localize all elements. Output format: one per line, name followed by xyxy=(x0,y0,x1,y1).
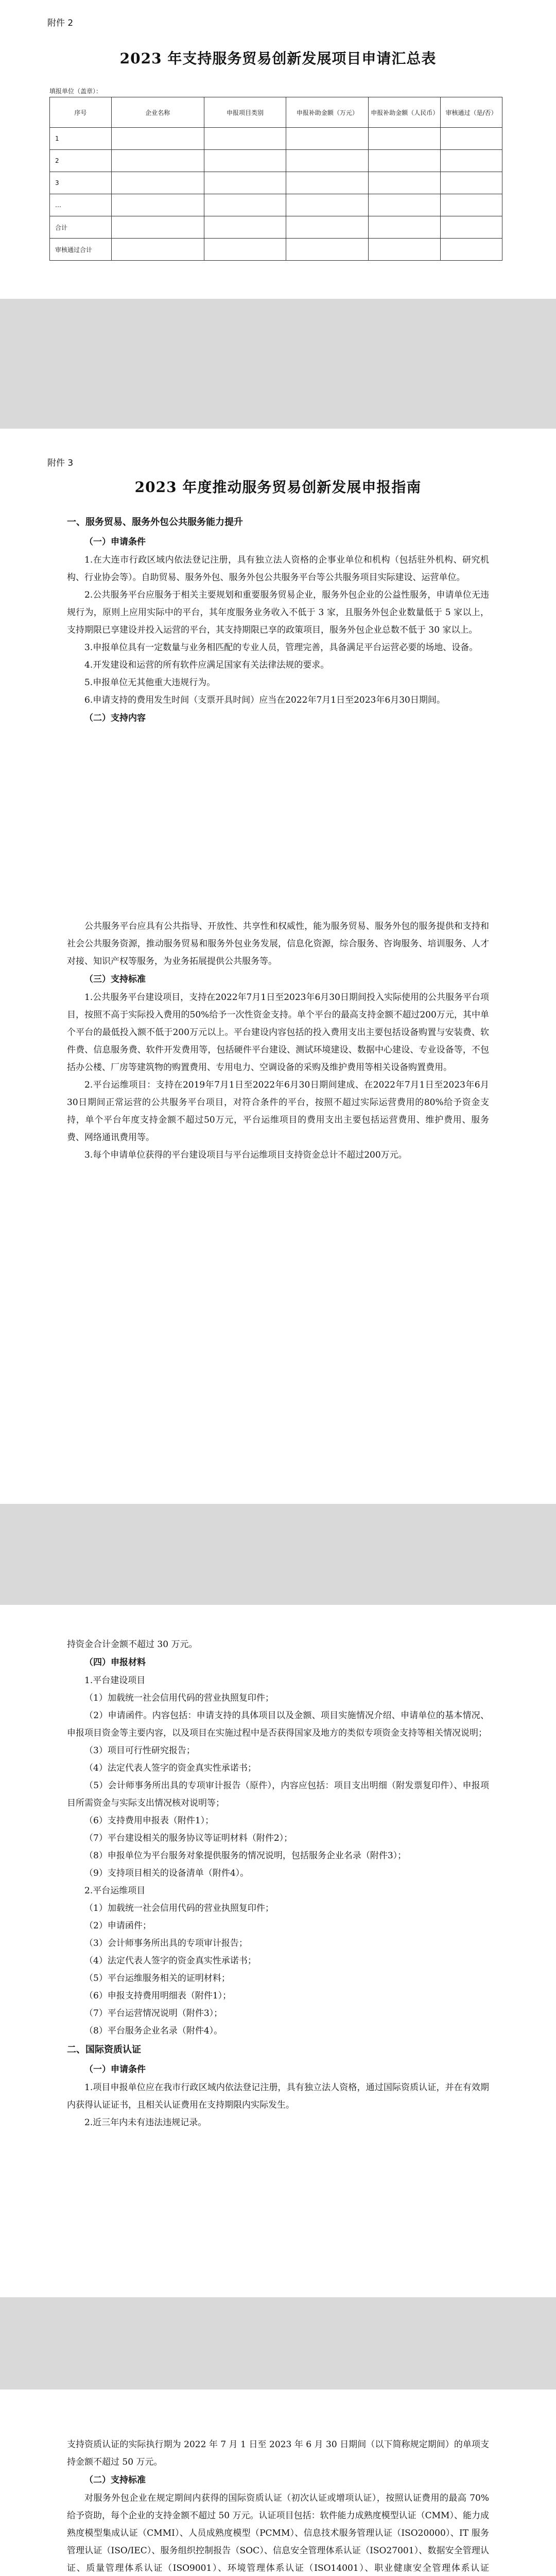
page-title: 2023 年支持服务贸易创新发展项目申请汇总表 xyxy=(119,50,437,67)
list-item: （3）会计师事务所出具的专项审计报告； xyxy=(84,1938,248,1948)
paragraph: 对服务外包企业在规定期间内获得的国际资质认证（初次认证或增项认证），按照认证费用的最高 70% 给予资助，每个企业的支持金额不超过 50 万元。认证项目包括：软件能力成熟度模型认证（CMM）、能力成熟度模型集成认证（CMMI）、人员成熟度模型（PCMM）、信息技术服务管理认证（ISO20000）、IT 服务管理认证（ISO/IEC）、服务组织控制报告（SOC）、信息安全管理体系认证（ISO27001）、数据安全管理认证、质量管理体系认证（ISO9001）、环境管理体系认证（ISO14001）、职业健康安全管理体系认证 xyxy=(67,2493,489,2573)
table-row xyxy=(50,194,502,216)
table-cell xyxy=(369,239,441,261)
table-header-row xyxy=(50,97,502,128)
page-body xyxy=(67,2436,489,2576)
table-header-cell: 申报补助金额（人民币） xyxy=(369,97,441,128)
paragraph: 2.平台运维项目 xyxy=(84,1886,146,1896)
subsection-heading: （二）支持标准 xyxy=(84,2475,146,2485)
page-3 xyxy=(0,868,556,1504)
table-cell xyxy=(441,239,502,261)
table-cell xyxy=(369,172,441,194)
list-item: （3）项目可行性研究报告； xyxy=(84,1745,195,1756)
subsection-heading: （四）申报材料 xyxy=(84,1657,146,1668)
table-cell xyxy=(204,172,286,194)
paragraph: 持资金合计金额不超过 30 万元。 xyxy=(67,1639,198,1650)
page-body xyxy=(67,1636,489,2131)
table-cell xyxy=(286,128,369,150)
table-row xyxy=(50,239,502,261)
attachment-label: 附件 2 xyxy=(47,18,74,28)
paragraph: 4.开发建设和运营的所有软件应满足国家有关法律法规的要求。 xyxy=(84,660,329,670)
summary-table xyxy=(49,97,502,261)
table-cell: … xyxy=(50,194,112,216)
table-cell: 合计 xyxy=(50,216,112,239)
table-cell xyxy=(204,128,286,150)
attachment-label: 附件 3 xyxy=(47,458,74,468)
paragraph: 2.公共服务平台应服务于相关主要规划和重要服务贸易企业，服务外包企业的公益性服务，申请单位无违规行为，原则上应用实际中的平台，其年度服务业务收入不低于 3 家，且服务外包企业数量低于 5 家以上，支持期限已享建设并投入运营的平台，其支持期限已享的政策项目，服务外包企业总数不低于 30 家以上。 xyxy=(67,590,489,635)
subsection-heading: （三）支持标准 xyxy=(84,974,146,985)
list-item: （5）平台运维服务相关的证明材料； xyxy=(84,1973,230,1984)
table-cell xyxy=(204,239,286,261)
list-item: （6）申报支持费用明细表（附件1）； xyxy=(84,1991,232,2001)
table-cell xyxy=(204,150,286,172)
table-cell xyxy=(111,239,204,261)
list-item: （1）加载统一社会信用代码的营业执照复印件； xyxy=(84,1693,274,1703)
table-header-cell: 序号 xyxy=(50,97,112,128)
paragraph: 2.近三年内未有违法违规记录。 xyxy=(84,2117,207,2128)
table-cell xyxy=(286,239,369,261)
list-item: （8）平台服务企业名录（附件4）。 xyxy=(84,2026,223,2036)
paragraph: 2.平台运维项目：支持在2019年7月1日至2022年6月30日期间建成、在2022年7月1日至2023年6月30日期间正常运营的公共服务平台项目，对符合条件的平台，按照不超过实际运营费用的80%给予资金支持，单个平台年度支持金额不超过50万元，平台运维项目的费用支出主要包括运营费用、维护费用、服务费、网络通讯费用等。 xyxy=(67,1080,489,1143)
table-cell: 3 xyxy=(50,172,112,194)
page-title: 2023 年度推动服务贸易创新发展申报指南 xyxy=(134,479,422,496)
paragraph: 1.平台建设项目 xyxy=(84,1675,146,1686)
table-cell xyxy=(286,194,369,216)
paragraph: 1.公共服务平台建设项目，支持在2022年7月1日至2023年6月30日期间投入实际使用的公共服务平台项目，按照不高于实际投入费用的50%给予一次性资金支持。单个平台的最高支持金额不超过200万元，其中单个平台的最低投入额不低于200万元以上。平台建设内容包括的投入费用支出主要包括设备购置与安装费、软件费、信息服务费、软件开发费用等，包括硬件平台建设、测试环境建设、数据中心建设、专业设备等，不包括办公楼、厂房等建筑物的购置费用、专用电力、空调设备的采购及维护费用等相关设备购置费用。 xyxy=(67,992,489,1073)
table-cell xyxy=(441,216,502,239)
table-cell xyxy=(441,150,502,172)
paragraph: 3.每个申请单位获得的平台建设项目与平台运维项目支持资金总计不超过200万元。 xyxy=(84,1150,407,1160)
list-item: （8）申报单位为平台服务对象提供服务的情况说明，包括服务企业名录（附件3）； xyxy=(84,1851,407,1861)
table-header-cell: 申报补助金额（万元） xyxy=(286,97,369,128)
subsection-heading: （二）支持内容 xyxy=(84,713,146,723)
list-item: （5）会计师事务所出具的专项审计报告（原件），内容应包括：项目支出明细（附发票复印件）、申报项目所需资金与实际支出情况核对说明等； xyxy=(67,1781,489,1808)
paragraph: 1.项目申报单位应在我市行政区域内依法登记注册，具有独立法人资格，通过国际资质认证，并在有效期内获得认证证书，且相关认证费用在支持期限内实际发生。 xyxy=(67,2082,489,2110)
table-note: 填报单位（盖章）： xyxy=(49,88,102,95)
list-item: （1）加载统一社会信用代码的营业执照复印件； xyxy=(84,1903,274,1913)
table-cell xyxy=(111,150,204,172)
page-1 xyxy=(0,0,556,299)
list-item: （4）法定代表人签字的资金真实性承诺书； xyxy=(84,1763,256,1773)
list-item: （4）法定代表人签字的资金真实性承诺书； xyxy=(84,1956,256,1966)
table-cell xyxy=(441,128,502,150)
table-row xyxy=(50,216,502,239)
list-item: （6）支持费用申报表（附件1）； xyxy=(84,1816,214,1826)
table-cell xyxy=(369,128,441,150)
page-5 xyxy=(0,2389,556,2576)
table-cell xyxy=(111,172,204,194)
table-row xyxy=(50,150,502,172)
paragraph: 1.在大连市行政区域内依法登记注册，具有独立法人资格的企事业单位和机构（包括驻外机构、研究机构、行业协会等）。自助贸易、服务外包、服务外包公共服务平台等公共服务项目实际建设、运营单位。 xyxy=(67,555,489,583)
table-cell: 2 xyxy=(50,150,112,172)
table-cell xyxy=(111,194,204,216)
list-item: （9）支持项目相关的设备清单（附件4）。 xyxy=(84,1868,249,1878)
table-cell xyxy=(286,172,369,194)
subsection-heading: （一）申请条件 xyxy=(84,537,146,547)
table-row xyxy=(50,172,502,194)
paragraph: 6.申请支持的费用发生时间（支票开具时间）应当在2022年7月1日至2023年6月30日期间。 xyxy=(84,695,445,705)
table-cell xyxy=(204,194,286,216)
list-item: （7）平台运营情况说明（附件3）； xyxy=(84,2008,223,2019)
page-body xyxy=(67,918,489,1164)
section-heading: 一、服务贸易、服务外包公共服务能力提升 xyxy=(67,517,243,528)
paragraph: 3.申报单位具有一定数量与业务相匹配的专业人员，管理完善，具备满足平台运营必要的场地、设备。 xyxy=(84,642,478,653)
table-header-cell: 企业名称 xyxy=(111,97,204,128)
table-header-cell: 申报项目类别 xyxy=(204,97,286,128)
table-cell xyxy=(441,172,502,194)
table-cell xyxy=(369,194,441,216)
table-cell: 审核通过合计 xyxy=(50,239,112,261)
table-row xyxy=(50,128,502,150)
table-cell xyxy=(286,216,369,239)
page-4 xyxy=(0,1605,556,2297)
table-cell xyxy=(286,150,369,172)
page-body xyxy=(67,512,489,727)
paragraph: 5.申报单位无其他重大违规行为。 xyxy=(84,677,216,688)
list-item: （7）平台建设相关的服务协议等证明材料（附件2）； xyxy=(84,1833,293,1843)
subsection-heading: （一）申请条件 xyxy=(84,2064,146,2075)
table-cell xyxy=(441,194,502,216)
table-cell xyxy=(204,216,286,239)
table-cell: 1 xyxy=(50,128,112,150)
table-cell xyxy=(111,128,204,150)
table-cell xyxy=(369,150,441,172)
table-cell xyxy=(369,216,441,239)
paragraph: 支持资质认证的实际执行期为 2022 年 7 月 1 日至 2023 年 6 月 30 日期间（以下简称规定期间）的单项支持金额不超过 50 万元。 xyxy=(67,2439,489,2467)
list-item: （2）申请函件； xyxy=(84,1921,151,1931)
table-cell xyxy=(111,216,204,239)
list-item: （2）申请函件。内容包括：申请支持的具体项目以及金额、项目实施情况介绍、申请单位的基本情况、申报项目资金等主要内容，以及项目在实施过程中是否获得国家及地方的类似专项资金支持等相关情况说明； xyxy=(67,1710,489,1738)
paragraph: 公共服务平台应具有公共指导、开放性、共享性和权威性，能为服务贸易、服务外包的服务提供和支持和社会公共服务资源，推动服务贸易和服务外包业务发展，信息化资源，综合服务、咨询服务、培训服务、人才对接、知识产权等服务，为业务拓展提供公共服务等。 xyxy=(67,921,489,967)
section-heading: 二、国际资质认证 xyxy=(67,2044,141,2055)
table-header-cell: 审核通过（是/否） xyxy=(441,97,502,128)
